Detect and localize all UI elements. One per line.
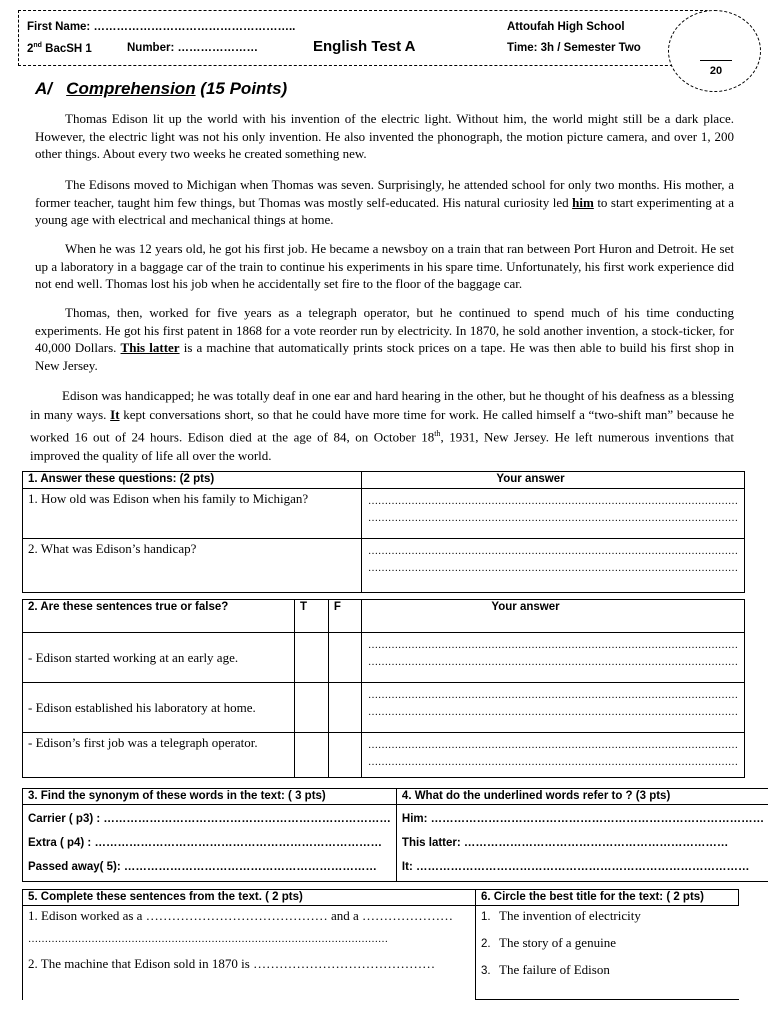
score-line [700,60,732,61]
class-label: 2nd BacSH 1 [27,42,92,55]
q2-answer-1[interactable]: ………………………………………………………………………………………………… ………………………………………………………………………………………………… [362,633,745,683]
q1-header: 1. Answer these questions: (2 pts) [23,472,362,489]
q2-false-cell-2[interactable] [328,683,361,733]
score-circle [668,10,761,92]
q2-answer-3[interactable]: ………………………………………………………………………………………………… ………………………………………………………………………………………………… [362,733,745,778]
q5-line-2[interactable]: ……………………………………………………………………………………………… [28,934,388,945]
q2-false-header: F [328,600,361,633]
number-field[interactable]: Number: ………………… [127,42,258,54]
q3-item-extra[interactable]: Extra ( p4) : ………………………………………………………………… [28,837,382,849]
q4-item-him[interactable]: Him: …………………………………………………………………………… [401,813,765,825]
q1-table [22,471,745,593]
q2-true-header: T [294,600,328,633]
q2-true-cell-3[interactable] [294,733,328,778]
paragraph-5: Edison was handicapped; he was totally deaf in one ear and hard hearing in the other, but he thought of his deafness as a blessing in many ways. It kept conversations short, so that he could have more time for work. He called himself a “two-shift man” because he worked 16 out of 24 hours. Edison died at the age of 84, on October 18th, 1931, New Jersey. He left numerous inventions that improved the quality of life all over the world. [30,388,735,464]
test-title: English Test A [313,38,416,55]
q5-answers[interactable] [23,906,476,1000]
q4-header: 4. What do the underlined words refer to ? (3 pts) [396,789,768,805]
q2-header: 2. Are these sentences true or false? [23,600,295,633]
q1-answer-2[interactable]: ………………………………………………………………………………………………… ………………………………………………………………………………………………… [362,539,745,593]
q2-true-cell-2[interactable] [294,683,328,733]
q2-answer-2[interactable]: ………………………………………………………………………………………………… ………………………………………………………………………………………………… [362,683,745,733]
score-total: 20 [709,65,723,77]
paragraph-2: The Edisons moved to Michigan when Thomas was seven. Surprisingly, he attended school for only two months. His mother, a former teacher, taught him few things, but Thomas was mostly self-educated. His natural curiosity led him to start experimenting at a young age with electrical and mechanical things at home. [35,177,735,227]
q1-question-1: 1. How old was Edison when his family to Michigan? [23,489,362,539]
q5-header: 5. Complete these sentences from the text. ( 2 pts) [23,890,476,906]
time-semester: Time: 3h / Semester Two [507,42,641,54]
q5-line-3[interactable]: 2. The machine that Edison sold in 1870 is …………………………………… [28,956,436,971]
school-name: Attoufah High School [507,21,625,33]
paragraph-3: When he was 12 years old, he got his first job. He became a newsboy on a train that ran between Port Huron and Detroit. He set up a laboratory in a baggage car of the train to continue his experiments in his spare time. Unfortunately, his first work experience did not end well. Thomas lost his job when he accidentally set fire to the floor of the baggage car. [35,241,734,291]
q6-option-1[interactable]: 1. The invention of electricity [481,908,641,923]
q4-item-it[interactable]: It: …………………………………………………………………………… [401,861,750,873]
q2-false-cell-3[interactable] [328,733,361,778]
q6-bottom-line [475,999,739,1000]
paragraph-4: Thomas, then, worked for five years as a telegraph operator, but he continued to spend much of his time conducting experiments. He got his first patent in 1868 for a vote reorder run by electricity. In 1870, he sold another invention, a stock-ticker, for 40,000 Dollars. This latter is a machine that automatically prints stock prices on a tape. He was then able to build his first shop in New Jersey. [35,305,734,373]
q2-table [22,599,745,778]
q4-item-this-latter[interactable]: This latter: …………………………………………………………… [401,837,729,849]
q4-answers[interactable] [396,805,768,882]
q2-true-cell-1[interactable] [294,633,328,683]
section-title: A/ Comprehension (15 Points) [35,79,288,98]
q5-q6-table [22,889,739,1000]
q2-statement-1: - Edison started working at an early age. [23,633,295,683]
q3-header: 3. Find the synonym of these words in the text: ( 3 pts) [23,789,397,805]
q5-line-1[interactable]: 1. Edison worked as a …………………………………… and a ………………… [28,908,453,923]
q3-item-passed-away[interactable]: Passed away( 5): ………………………………………………………… [28,861,377,873]
q2-false-cell-1[interactable] [328,633,361,683]
q3-item-carrier[interactable]: Carrier ( p3) : ………………………………………………………………… [28,813,391,825]
q1-answer-header: Your answer [362,472,745,489]
q2-statement-2: - Edison established his laboratory at home. [23,683,295,733]
q2-statement-3: - Edison’s first job was a telegraph operator. [23,733,295,778]
q6-header: 6. Circle the best title for the text: ( 2 pts) [476,890,739,906]
q6-option-2[interactable]: 2. The story of a genuine [481,935,616,950]
q3-answers[interactable] [23,805,397,882]
q1-question-2: 2. What was Edison’s handicap? [23,539,362,593]
q2-answer-header: Your answer [362,600,745,633]
q3-q4-table [22,788,768,882]
paragraph-1: Thomas Edison lit up the world with his invention of the electric light. Without him, the world might still be a dark place. However, the electric light was not his only invention. He also invented the phonograph, the motion picture camera, and over 1, 200 other things. About every two weeks he created something new. [35,111,734,161]
q6-option-3[interactable]: 3. The failure of Edison [481,962,610,977]
q1-answer-1[interactable]: ………………………………………………………………………………………………… ………………………………………………………………………………………………… [362,489,745,539]
first-name-field[interactable]: First Name: …………………………………………….. [27,21,296,33]
q6-options [476,906,739,1000]
